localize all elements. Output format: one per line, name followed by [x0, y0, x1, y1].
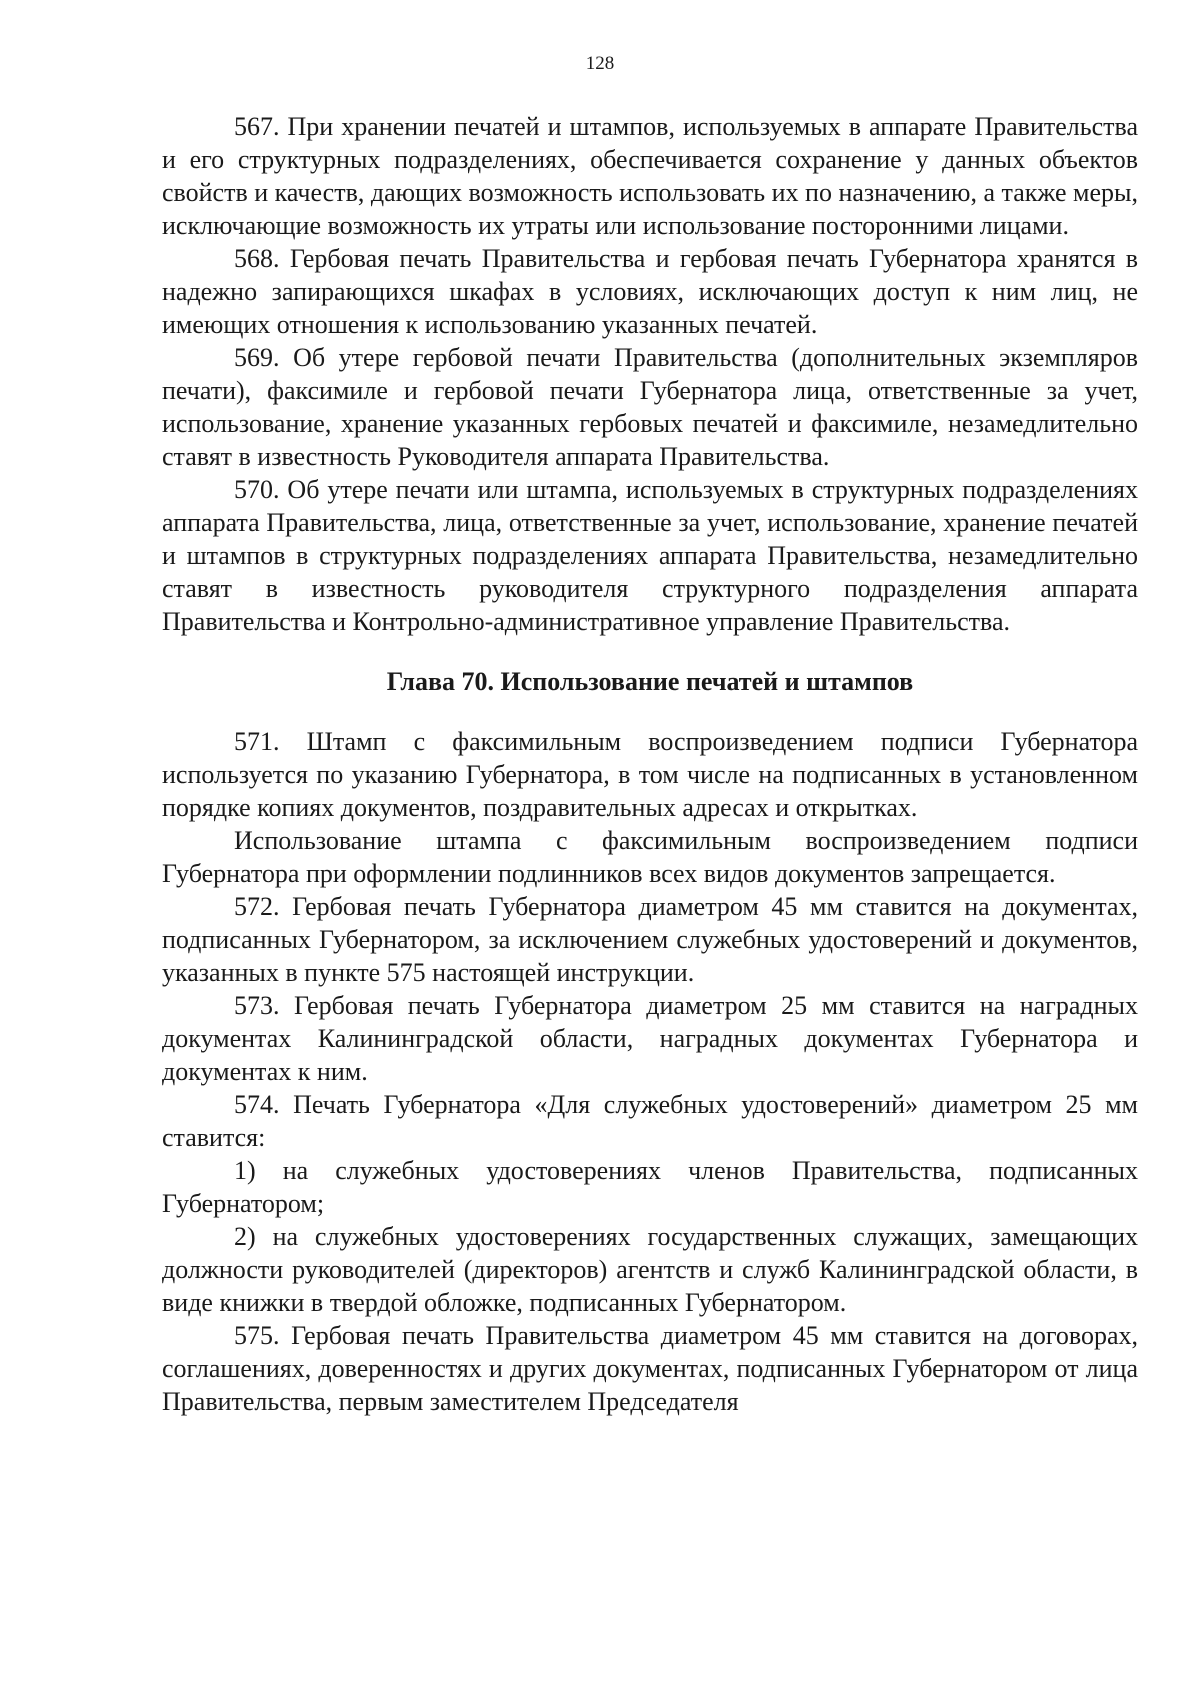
chapter-heading: Глава 70. Использование печатей и штампов	[386, 667, 914, 696]
paragraph-574-item-1: 1) на служебных удостоверениях членов Правительства, подписанных Губернатором;	[162, 1156, 1138, 1218]
paragraph-572: 572. Гербовая печать Губернатора диаметром 45 мм ставится на документах, подписанных Губернатором, за исключением служебных удостоверений и документов, указанных в пункте 575 настоящей инструкции.	[162, 892, 1138, 987]
paragraph-570: 570. Об утере печати или штампа, используемых в структурных подразделениях аппарата Правительства, лица, ответственные за учет, использование, хранение печатей и штампов в структурных подразделениях аппарата Правительства, незамедлительно ставят в известность руководителя структурного подразделения аппарата Правительства и Контрольно-административное управление Правительства.	[162, 475, 1138, 636]
paragraph-574: 574. Печать Губернатора «Для служебных удостоверений» диаметром 25 мм ставится:	[162, 1090, 1138, 1152]
page-number: 128	[585, 53, 615, 74]
paragraph-574-item-2: 2) на служебных удостоверениях государственных служащих, замещающих должности руководителей (директоров) агентств и служб Калининградской области, в виде книжки в твердой обложке, подписанных Губернатором.	[162, 1222, 1138, 1317]
paragraph-571-continuation: Использование штампа с факсимильным воспроизведением подписи Губернатора при оформлении подлинников всех видов документов запрещается.	[162, 826, 1138, 888]
document-body	[162, 110, 1138, 1418]
paragraph-569: 569. Об утере гербовой печати Правительства (дополнительных экземпляров печати), факсимиле и гербовой печати Губернатора лица, ответственные за учет, использование, хранение указанных гербовых печатей и факсимиле, незамедлительно ставят в известность Руководителя аппарата Правительства.	[162, 343, 1138, 471]
paragraph-575: 575. Гербовая печать Правительства диаметром 45 мм ставится на договорах, соглашениях, доверенностях и других документах, подписанных Губернатором от лица Правительства, первым заместителем Председателя	[162, 1321, 1138, 1416]
paragraph-568: 568. Гербовая печать Правительства и гербовая печать Губернатора хранятся в надежно запирающихся шкафах в условиях, исключающих доступ к ним лиц, не имеющих отношения к использованию указанных печатей.	[162, 244, 1138, 339]
paragraph-567: 567. При хранении печатей и штампов, используемых в аппарате Правительства и его структурных подразделениях, обеспечивается сохранение у данных объектов свойств и качеств, дающих возможность использовать их по назначению, а также меры, исключающие возможность их утраты или использование посторонними лицами.	[162, 112, 1138, 240]
paragraph-571: 571. Штамп с факсимильным воспроизведением подписи Губернатора используется по указанию Губернатора, в том числе на подписанных в установленном порядке копиях документов, поздравительных адресах и открытках.	[162, 727, 1138, 822]
paragraph-573: 573. Гербовая печать Губернатора диаметром 25 мм ставится на наградных документах Калининградской области, наградных документах Губернатора и документах к ним.	[162, 991, 1138, 1086]
